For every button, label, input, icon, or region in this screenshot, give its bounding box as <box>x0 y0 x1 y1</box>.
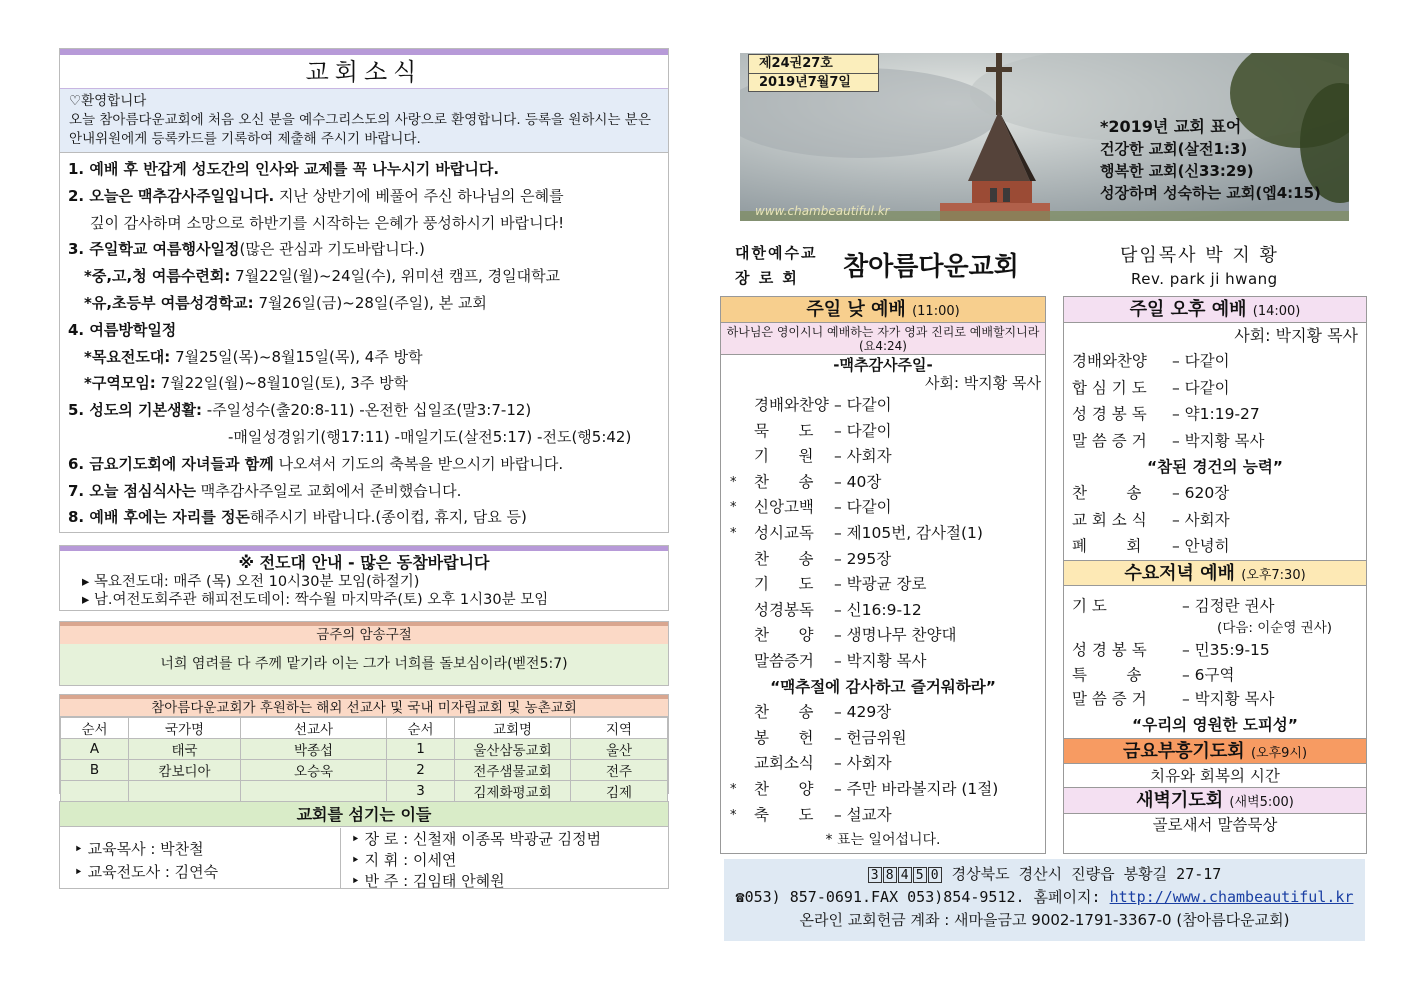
homepage-link[interactable]: http://www.chambeautiful.kr <box>1109 888 1354 906</box>
service-row-value: – 620장 <box>1172 484 1230 502</box>
news-item-emphasis: *유,초등부 여름성경학교: <box>84 293 254 312</box>
news-item-emphasis: *중,고,청 여름수련회: <box>84 267 231 286</box>
table-cell: 태국 <box>129 739 241 760</box>
senior-pastor: 담임목사 박 지 황 <box>1120 245 1279 266</box>
service-row-value: – 295장 <box>834 549 892 568</box>
evangelism-title: ※ 전도대 안내 - 많은 동참바랍니다 <box>238 553 490 572</box>
service-row-value: – 다같이 <box>1172 378 1230 397</box>
table-header: 국가명 <box>129 718 241 739</box>
service-row-label: 성시교독 <box>754 523 814 542</box>
news-item-emphasis: 1. 예배 후 반갑게 성도간의 인사와 교제를 꼭 나누시기 바랍니다. <box>68 160 500 178</box>
table-cell: 3 <box>387 781 455 802</box>
news-item-text: (많은 관심과 기도바랍니다.) <box>239 240 425 259</box>
service-row-value: – 박광균 장로 <box>834 575 927 594</box>
table-header: 순서 <box>61 718 129 739</box>
news-item <box>68 504 660 531</box>
sermon-title: “참된 경건의 능력” <box>1147 458 1283 476</box>
service-row-label: 찬 송 <box>754 703 814 722</box>
denomination-line: 대한예수교 <box>735 244 818 262</box>
service-row-label: 경배와찬양 <box>754 396 829 414</box>
service-row-value: – 다같이 <box>834 498 892 517</box>
table-cell: 캄보디아 <box>129 760 241 781</box>
service-row-label: 교회소식 <box>754 754 814 773</box>
dawn-prayer-subtitle: 골로새서 말씀묵상 <box>1152 815 1278 834</box>
sermon-title: “우리의 영원한 도피성” <box>1132 715 1298 734</box>
service-row <box>1064 638 1366 663</box>
news-item-text: 지난 상반기에 베풀어 주신 하나님의 은혜를 <box>274 186 564 205</box>
servers-title: 교회를 섬기는 이들 <box>60 802 668 827</box>
table-header: 교회명 <box>455 718 571 739</box>
missions-table <box>60 717 668 802</box>
postal-digit: 5 <box>913 867 927 883</box>
table-cell: 전주 <box>571 760 668 781</box>
sermon-title: “맥추절에 감사하고 즐거워하라” <box>770 677 996 696</box>
table-cell: 울산 <box>571 739 668 760</box>
table-cell: 오승욱 <box>241 760 387 781</box>
service-row <box>721 649 1045 675</box>
issue-number: 제24권27호 <box>759 56 833 71</box>
stand-footnote: * 표는 일어섭니다. <box>825 832 941 849</box>
service-row <box>1064 507 1366 534</box>
news-item-emphasis: *목요전도대: <box>84 347 171 366</box>
news-item <box>68 263 660 290</box>
service-row-label: 경배와찬양 <box>1072 352 1147 370</box>
order-of-service <box>721 393 1045 675</box>
service-row <box>1064 401 1366 428</box>
service-time: (14:00) <box>1252 304 1301 319</box>
stand-marker: * <box>730 500 737 516</box>
service-row-value: – 429장 <box>834 703 892 722</box>
table-cell <box>61 781 129 802</box>
table-row <box>61 781 668 802</box>
service-row-label: 성 경 봉 독 <box>1072 405 1147 423</box>
service-row <box>1064 375 1366 402</box>
news-item-text: 맥추감사주일로 교회에서 준비했습니다. <box>196 481 462 500</box>
service-theme: -맥추감사주일- <box>833 356 933 374</box>
service-row-label: 신앙고백 <box>754 498 814 517</box>
service-row-value: – 사회자 <box>834 754 892 773</box>
sunday-morning-title <box>721 297 1045 323</box>
service-row-label: 찬 송 <box>1072 484 1142 502</box>
news-item <box>68 317 660 344</box>
motto-line: 성장하며 성숙하는 교회(엡4:15) <box>1100 184 1321 202</box>
stand-marker: * <box>730 807 737 823</box>
news-item-text: 해주시기 바랍니다.(종이컵, 휴지, 담요 등) <box>249 508 527 527</box>
service-row-value: – 다같이 <box>1172 352 1230 370</box>
server-line: ‣ 지 휘 : 이세연 <box>351 851 457 869</box>
service-name: 수요저녁 예배 <box>1124 562 1235 584</box>
service-row <box>721 726 1045 752</box>
motto-title: *2019년 교회 표어 <box>1100 117 1242 136</box>
service-leader: 사회: 박지황 목사 <box>924 374 1041 392</box>
issue-date: 2019년7월7일 <box>749 73 878 91</box>
welcome-heading: ♡환영합니다 <box>69 93 147 109</box>
worship-verse: 하나님은 영이시니 예배하는 자가 영과 진리로 예배할지니라(요4:24) <box>721 323 1045 355</box>
evangelism-line: ▸ 목요전도대: 매주 (목) 오전 10시30분 모임(하절기) <box>82 574 420 590</box>
address: 경상북도 경산시 진량읍 봉황길 27-17 <box>942 865 1222 883</box>
service-row <box>721 751 1045 777</box>
news-item-text: 7월25일(목)~8월15일(목), 4주 방학 <box>170 347 423 366</box>
table-cell: A <box>61 739 129 760</box>
service-row <box>721 777 1045 803</box>
contact-footer <box>724 859 1365 941</box>
service-row <box>721 495 1045 521</box>
dawn-prayer-title <box>1064 788 1366 814</box>
senior-pastor-english: Rev. park ji hwang <box>1131 270 1278 288</box>
service-row <box>721 521 1045 547</box>
service-row-label: 특 송 <box>1072 665 1142 684</box>
church-motto <box>1100 116 1321 204</box>
service-row <box>721 623 1045 649</box>
service-row-label: 찬 양 <box>754 779 814 798</box>
service-row-label: 기 도 <box>754 575 814 594</box>
news-item-text: 7월22일(월)~8월10일(토), 3주 방학 <box>155 374 409 393</box>
service-row-label: 합 심 기 도 <box>1072 378 1147 397</box>
news-item <box>68 183 660 210</box>
service-row <box>721 444 1045 470</box>
news-item <box>68 397 660 424</box>
service-row-label: 말 씀 증 거 <box>1072 431 1147 450</box>
table-header: 선교사 <box>241 718 387 739</box>
servers-left <box>60 828 338 888</box>
news-item-text: 7월26일(금)~28일(주일), 본 교회 <box>253 293 487 312</box>
postal-digit: 0 <box>928 867 942 883</box>
service-row-label: 묵 도 <box>754 421 814 440</box>
service-row-value: – 박지황 목사 <box>1182 690 1275 708</box>
service-row <box>1064 348 1366 375</box>
table-row <box>61 739 668 760</box>
service-row <box>721 419 1045 445</box>
service-time: (오후7:30) <box>1241 567 1306 583</box>
service-row-label: 기 도 <box>1072 596 1107 615</box>
service-row-label: 성경봉독 <box>754 600 814 619</box>
table-cell: 1 <box>387 739 455 760</box>
evangelism-panel <box>59 545 669 611</box>
table-header: 순서 <box>387 718 455 739</box>
news-item-emphasis: 2. 오늘은 맥추감사주일입니다. <box>68 186 275 205</box>
memory-verse-title: 금주의 암송구절 <box>60 626 668 644</box>
postal-digit: 4 <box>898 867 912 883</box>
servers-right <box>340 828 668 888</box>
order-of-service-continued <box>721 700 1045 828</box>
news-item-text: 깊이 감사하며 소망으로 하반기를 시작하는 은혜가 풍성하시기 바랍니다! <box>90 213 565 232</box>
service-row <box>1064 594 1366 619</box>
service-row <box>721 547 1045 573</box>
service-row-value: – 사회자 <box>834 447 892 466</box>
issue-info-box <box>748 54 879 92</box>
sunday-morning-service <box>720 296 1046 854</box>
sunday-afternoon-title <box>1064 297 1366 323</box>
server-line: ‣ 반 주 : 김임태 안혜원 <box>351 872 505 890</box>
missions-header-row <box>61 718 668 739</box>
stand-marker: * <box>730 474 737 490</box>
address-line <box>724 863 1365 886</box>
service-row-value: – 제105번, 감사절(1) <box>834 523 983 542</box>
service-row-value: – 헌금위원 <box>834 728 907 747</box>
service-row-label: 교 회 소 식 <box>1072 510 1147 529</box>
service-row-value: – 생명나무 찬양대 <box>834 626 957 645</box>
service-row-label: 말씀증거 <box>754 651 814 670</box>
service-row-label: 성 경 봉 독 <box>1072 641 1147 659</box>
postal-code <box>868 865 943 883</box>
news-item <box>68 424 660 451</box>
news-item <box>68 370 660 397</box>
service-time: (새벽5:00) <box>1229 794 1294 810</box>
service-row-value: – 다같이 <box>834 421 892 440</box>
evangelism-line: ▸ 남.여전도회주관 해피전도데이: 짝수월 마지막주(토) 오후 1시30분 모임 <box>82 592 549 608</box>
missions-panel <box>59 694 669 801</box>
denomination-line: 장 로 회 <box>735 269 799 287</box>
next-prayer-note: (다음: 이순영 권사) <box>1217 620 1332 636</box>
service-row-label: 말 씀 증 거 <box>1072 690 1147 708</box>
service-row <box>721 803 1045 829</box>
motto-line: 행복한 교회(신33:29) <box>1100 162 1254 180</box>
news-item-text: 나오셔서 기도의 축복을 받으시기 바랍니다. <box>273 454 564 473</box>
table-cell <box>241 781 387 802</box>
service-row <box>1064 687 1366 712</box>
friday-prayer-title <box>1064 738 1366 764</box>
service-row <box>721 700 1045 726</box>
news-item <box>68 451 660 478</box>
table-cell: 울산삼동교회 <box>455 739 571 760</box>
service-row-value: – 박지황 목사 <box>834 651 927 670</box>
stand-marker: * <box>730 781 737 797</box>
postal-digit: 3 <box>868 867 882 883</box>
service-row <box>721 393 1045 419</box>
service-row-value: – 40장 <box>834 472 882 491</box>
service-row-value: – 신16:9-12 <box>834 600 922 619</box>
server-line: ‣ 교육전도사 : 김연숙 <box>74 863 219 881</box>
service-row-value: – 김정란 권사 <box>1182 596 1275 615</box>
service-row <box>1064 663 1366 688</box>
service-row-value: – 다같이 <box>834 396 892 414</box>
news-item <box>68 236 660 263</box>
phone-fax: ☎053) 857-0691.FAX 053)854-9512. 홈페이지: <box>735 888 1110 906</box>
news-item-emphasis: *구역모임: <box>84 374 156 393</box>
news-item-emphasis: 7. 오늘 점심식사는 <box>68 481 197 500</box>
table-cell: 전주샘물교회 <box>455 760 571 781</box>
service-row-label: 찬 송 <box>754 472 814 491</box>
news-item-emphasis: 8. 예배 후에는 자리를 정돈 <box>68 508 250 527</box>
news-title: 교회소식 <box>60 55 668 89</box>
service-row <box>721 470 1045 496</box>
news-item-emphasis: 5. 성도의 기본생활: <box>68 401 203 420</box>
news-item <box>68 156 660 183</box>
stand-marker: * <box>730 525 737 541</box>
servers-panel <box>59 801 669 889</box>
service-row-label: 폐 회 <box>1072 537 1142 555</box>
news-item-emphasis: 4. 여름방학일정 <box>68 320 177 339</box>
service-time: (11:00) <box>912 304 960 319</box>
church-news-panel <box>59 48 669 533</box>
table-cell: 2 <box>387 760 455 781</box>
service-row-value: – 박지황 목사 <box>1172 431 1265 450</box>
friday-prayer-subtitle: 치유와 회복의 시간 <box>1064 764 1366 788</box>
service-row-value: – 약1:19-27 <box>1172 405 1260 423</box>
welcome-body: 오늘 참아름다운교회에 처음 오신 분을 예수그리스도의 사랑으로 환영합니다. 등록을 원하시는 분은 안내위원에게 등록카드를 기록하여 제출해 주시기 바랍니다. <box>69 112 651 147</box>
news-item <box>68 344 660 371</box>
service-name: 새벽기도회 <box>1136 789 1224 811</box>
phone-line <box>724 886 1365 909</box>
service-row <box>721 598 1045 624</box>
service-name: 주일 오후 예배 <box>1129 299 1247 320</box>
news-item-text: -주일성수(출20:8-11) -온전한 십일조(말3:7-12) <box>202 401 532 420</box>
banner-watermark: www.chambeautiful.kr <box>755 204 890 218</box>
service-leader: 사회: 박지황 목사 <box>1234 326 1358 345</box>
service-row-value: – 6구역 <box>1182 665 1235 684</box>
service-row-value: – 안녕히 <box>1172 537 1230 555</box>
table-cell: 박종섭 <box>241 739 387 760</box>
missions-title: 참아름다운교회가 후원하는 해외 선교사 및 국내 미자립교회 및 농촌교회 <box>60 699 668 717</box>
news-item <box>68 290 660 317</box>
service-time: (오후9시) <box>1250 745 1308 761</box>
service-name: 주일 낮 예배 <box>806 299 906 320</box>
service-row <box>1064 480 1366 507</box>
news-item <box>68 210 660 237</box>
memory-verse-text: 너희 염려를 다 주께 맡기라 이는 그가 너희를 돌보심이라(벧전5:7) <box>60 644 668 685</box>
wednesday-service-title <box>1064 560 1366 586</box>
news-item-emphasis: 3. 주일학교 여름행사일정 <box>68 240 240 259</box>
welcome-box <box>60 89 668 153</box>
news-item <box>68 478 660 505</box>
service-row-label: 기 원 <box>754 447 814 466</box>
service-row-label: 축 도 <box>754 805 814 824</box>
news-item-text: -매일성경읽기(행17:11) -매일기도(살전5:17) -전도(행5:42) <box>228 427 632 446</box>
sunday-afternoon-service <box>1063 296 1367 854</box>
memory-verse-panel <box>59 621 669 686</box>
table-cell: B <box>61 760 129 781</box>
order-of-service-continued <box>1064 480 1366 560</box>
table-cell <box>129 781 241 802</box>
table-cell: 김제 <box>571 781 668 802</box>
church-name: 참아름다운교회 <box>843 252 1019 282</box>
server-line: ‣ 교육목사 : 박찬철 <box>74 840 204 858</box>
service-row-label: 찬 송 <box>754 549 814 568</box>
service-row-label: 찬 양 <box>754 626 814 645</box>
denomination <box>735 241 817 291</box>
service-name: 금요부흥기도회 <box>1122 740 1245 762</box>
service-row <box>1064 428 1366 455</box>
service-row-value: – 민35:9-15 <box>1182 641 1270 659</box>
order-of-service <box>1064 348 1366 454</box>
table-cell: 김제화평교회 <box>455 781 571 802</box>
news-list <box>60 153 668 531</box>
service-row <box>1064 533 1366 560</box>
offering-account: 온라인 교회헌금 계좌 : 새마을금고 9002-1791-3367-0 (참아름다운교회) <box>799 911 1290 929</box>
server-line: ‣ 장 로 : 신철재 이종목 박광균 김정범 <box>351 830 602 848</box>
news-item-text: 7월22일(월)~24일(수), 위미션 캠프, 경일대학교 <box>230 267 561 286</box>
service-row <box>721 572 1045 598</box>
wednesday-order <box>1064 638 1366 712</box>
service-row-label: 봉 헌 <box>754 728 814 747</box>
service-row-value: – 사회자 <box>1172 510 1230 529</box>
table-header: 지역 <box>571 718 668 739</box>
news-item-emphasis: 6. 금요기도회에 자녀들과 함께 <box>68 454 274 473</box>
service-row-value: – 주만 바라볼지라 (1절) <box>834 779 999 798</box>
service-row-value: – 설교자 <box>834 805 892 824</box>
table-row <box>61 760 668 781</box>
postal-digit: 8 <box>883 867 897 883</box>
motto-line: 건강한 교회(살전1:3) <box>1100 140 1248 158</box>
